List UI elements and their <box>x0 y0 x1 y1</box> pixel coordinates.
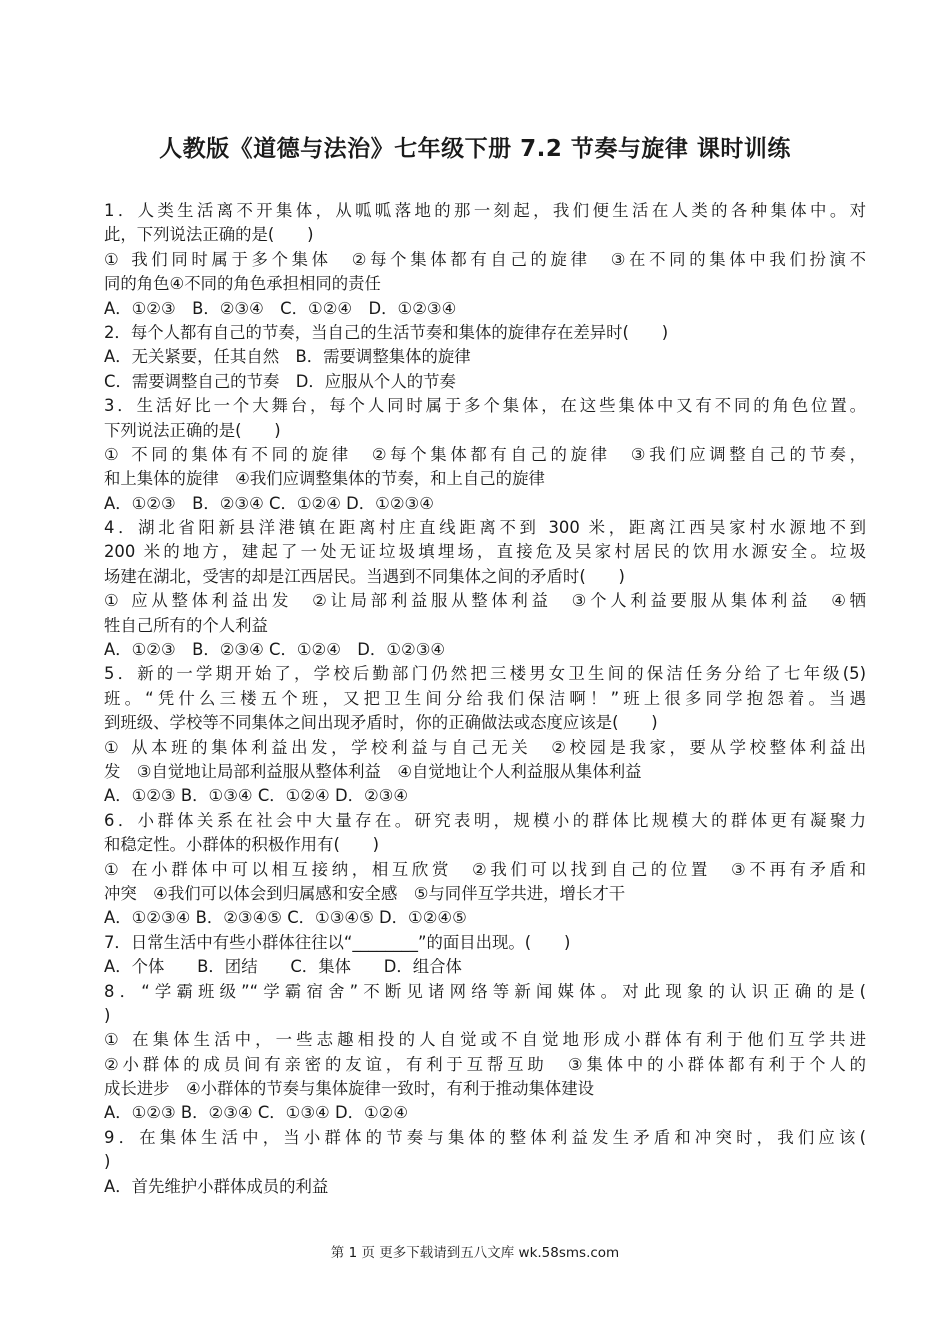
text-line: 8．“学霸班级”“学霸宿舍”不断见诸网络等新闻媒体。对此现象的认识正确的是( <box>104 981 866 1001</box>
text-line: 4．湖北省阳新县洋港镇在距离村庄直线距离不到 300 米，距离江西吴家村水源地不到 <box>104 518 866 538</box>
text-line: A．①②③④ B．②③④⑤ C．①③④⑤ D．①②④⑤ <box>104 908 467 928</box>
text-line: A．①②③ B．①③④ C．①②④ D．②③④ <box>104 786 409 806</box>
text-line: ) <box>104 1005 111 1025</box>
text-line: 和上集体的旋律 ④我们应调整集体的节奏，和上自己的旋律 <box>104 469 545 489</box>
text-line: ① 在集体生活中，一些志趣相投的人自觉或不自觉地形成小群体有利于他们互学共进 <box>104 1030 866 1050</box>
text-line: ① 从本班的集体利益出发，学校利益与自己无关 ②校园是我家，要从学校整体利益出 <box>104 737 866 757</box>
text-line: 成长进步 ④小群体的节奏与集体旋律一致时，有利于推动集体建设 <box>104 1079 595 1099</box>
text-line: 2．每个人都有自己的节奏，当自己的生活节奏和集体的旋律存在差异时( ) <box>104 322 669 342</box>
text-line: A．无关紧要，任其自然 B．需要调整集体的旋律 <box>104 347 471 367</box>
text-line: 1．人类生活离不开集体，从呱呱落地的那一刻起，我们便生活在人类的各种集体中。对 <box>104 201 866 220</box>
text-line: 同的角色④不同的角色承担相同的责任 <box>104 274 381 294</box>
text-line: 7．日常生活中有些小群体往往以“________”的面目出现。( ) <box>104 932 571 952</box>
text-line: 6．小群体关系在社会中大量存在。研究表明，规模小的群体比规模大的群体更有凝聚力 <box>104 810 866 830</box>
text-line: 下列说法正确的是( ) <box>104 420 281 440</box>
text-line: ① 在小群体中可以相互接纳，相互欣赏 ②我们可以找到自己的位置 ③不再有矛盾和 <box>104 859 866 879</box>
text-line: 场建在湖北，受害的却是江西居民。当遇到不同集体之间的矛盾时( ) <box>104 566 625 586</box>
text-line: 发 ③自觉地让局部利益服从整体利益 ④自觉地让个人利益服从集体利益 <box>104 761 642 781</box>
text-line: ① 我们同时属于多个集体 ②每个集体都有自己的旋律 ③在不同的集体中我们扮演不 <box>104 249 866 269</box>
text-line: ) <box>104 1152 111 1172</box>
text-line: 牲自己所有的个人利益 <box>104 615 268 635</box>
text-line: 到班级、学校等不同集体之间出现矛盾时，你的正确做法或态度应该是( ) <box>104 713 658 733</box>
text-line: A．个体 B．团结 C．集体 D．组合体 <box>104 957 462 977</box>
document-title: 人教版《道德与法治》七年级下册 7.2 节奏与旋律 课时训练 <box>159 136 791 162</box>
text-line: ① 不同的集体有不同的旋律 ②每个集体都有自己的旋律 ③我们应调整自己的节奏， <box>104 444 866 464</box>
text-line: 9．在集体生活中，当小群体的节奏与集体的整体利益发生矛盾和冲突时，我们应该( <box>104 1127 866 1147</box>
text-line: 此，下列说法正确的是( ) <box>104 225 314 245</box>
text-line: 5．新的一学期开始了，学校后勤部门仍然把三楼男女卫生间的保洁任务分给了七年级(5) <box>104 664 866 684</box>
text-line: A．首先维护小群体成员的利益 <box>104 1176 329 1196</box>
text-line: 200 米的地方，建起了一处无证垃圾填埋场，直接危及吴家村居民的饮用水源安全。垃圾 <box>104 542 866 562</box>
page-footer: 第 1 页 更多下载请到五八文库 wk.58sms.com <box>330 1245 620 1261</box>
text-line: A．①②③ B．②③④ C．①③④ D．①②④ <box>104 1103 409 1123</box>
text-line: ②小群体的成员间有亲密的友谊，有利于互帮互助 ③集体中的小群体都有利于个人的 <box>104 1054 866 1074</box>
text-line: A．①②③ B．②③④ C．①②④ D．①②③④ <box>104 640 446 660</box>
text-line: 3．生活好比一个大舞台，每个人同时属于多个集体，在这些集体中又有不同的角色位置。 <box>104 396 866 416</box>
text-line: 和稳定性。小群体的积极作用有( ) <box>104 835 380 855</box>
text-line: C．需要调整自己的节奏 D．应服从个人的节奏 <box>104 371 456 391</box>
text-line: ① 应从整体利益出发 ②让局部利益服从整体利益 ③个人利益要服从集体利益 ④牺 <box>104 591 866 611</box>
text-line: 冲突 ④我们可以体会到归属感和安全感 ⑤与同伴互学共进，增长才干 <box>104 883 626 903</box>
text-line: A．①②③ B．②③④ C．①②④ D．①②③④ <box>104 493 434 513</box>
text-line: A．①②③ B．②③④ C．①②④ D．①②③④ <box>104 298 457 318</box>
text-line: 班。“凭什么三楼五个班，又把卫生间分给我们保洁啊！”班上很多同学抱怨着。当遇 <box>104 688 866 708</box>
document-body <box>104 199 866 1199</box>
